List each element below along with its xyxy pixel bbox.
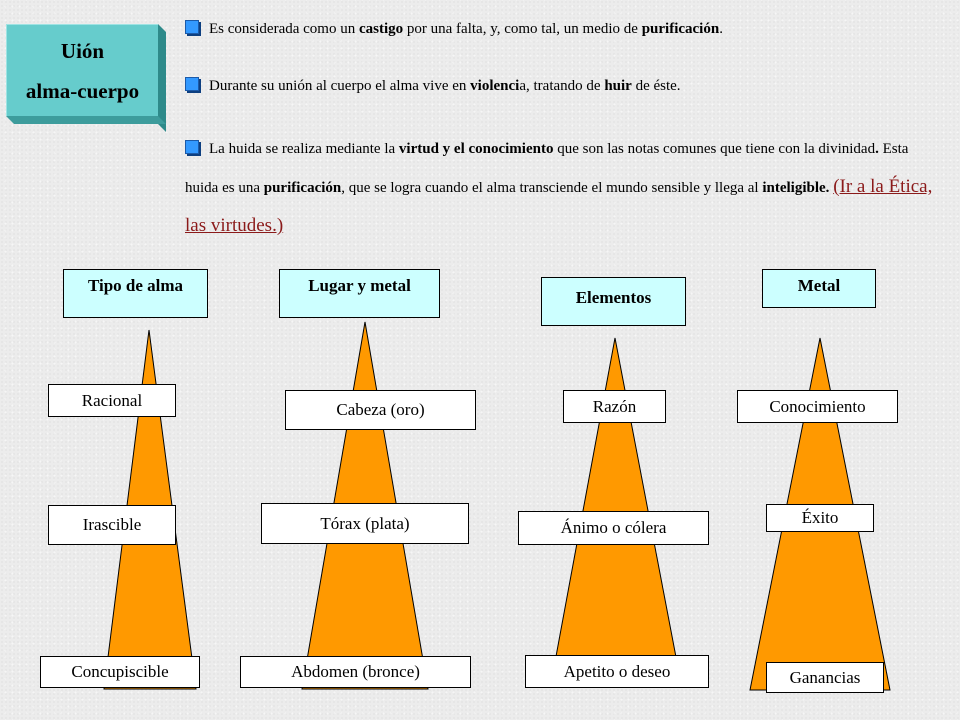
bullet-3-text-d: , que se logra cuando el alma transciende el mundo sensible y llega al [341, 180, 763, 196]
title-line-1: Uión [60, 38, 105, 63]
header-elementos: Elementos [541, 277, 686, 326]
bullet-3-keyword-inteligible: inteligible. [762, 180, 830, 196]
header-tipo-de-alma: Tipo de alma [63, 269, 208, 318]
label-apetito-o-deseo: Apetito o deseo [525, 655, 709, 688]
bullet-3-text-c: Esta huida es una [185, 141, 909, 196]
bullet-3-keyword-virtud: virtud y el conocimiento [398, 141, 554, 157]
header-metal: Metal [762, 269, 876, 308]
bullet-1-text-b: por una falta, y, como tal, un medio de [403, 21, 642, 37]
bullet-2-text-b: a, tratando de [519, 78, 605, 94]
bullet-2-text-a: Durante su unión al cuerpo el alma vive en [209, 78, 471, 94]
bullet-3-text-b: que son las notas comunes que tiene con la divinidad [553, 141, 876, 157]
label-ganancias: Ganancias [766, 662, 884, 693]
link-etica-virtudes[interactable]: (Ir a la Ética, las virtudes.) [185, 176, 933, 236]
label-torax-plata: Tórax (plata) [261, 503, 469, 544]
bullet-1-text-c: . [719, 21, 723, 37]
bullet-3-text-a: La huida se realiza mediante la [209, 141, 399, 157]
label-animo-o-colera: Ánimo o cólera [518, 511, 709, 545]
bullet-2-keyword-violencia: violenci [470, 78, 520, 94]
label-abdomen-bronce: Abdomen (bronce) [240, 656, 471, 688]
bullet-1-keyword-castigo: castigo [358, 21, 404, 37]
label-racional: Racional [48, 384, 176, 417]
bullet-3-period: . [875, 141, 879, 157]
label-irascible: Irascible [48, 505, 176, 545]
label-conocimiento: Conocimiento [737, 390, 898, 423]
bullet-2-text-c: de éste. [631, 78, 681, 94]
label-concupiscible: Concupiscible [40, 656, 200, 688]
bullet-2-keyword-huir: huir [604, 78, 632, 94]
bullet-1-keyword-purificacion: purificación [641, 21, 720, 37]
header-lugar-y-metal: Lugar y metal [279, 269, 440, 318]
label-exito: Éxito [766, 504, 874, 532]
label-cabeza-oro: Cabeza (oro) [285, 390, 476, 430]
cone-elementos [552, 338, 680, 678]
bullet-3-keyword-purificacion: purificación [263, 180, 342, 196]
bullet-1-text-a: Es considerada como un [209, 21, 359, 37]
label-razon: Razón [563, 390, 666, 423]
title-line-2: alma-cuerpo [25, 78, 140, 103]
